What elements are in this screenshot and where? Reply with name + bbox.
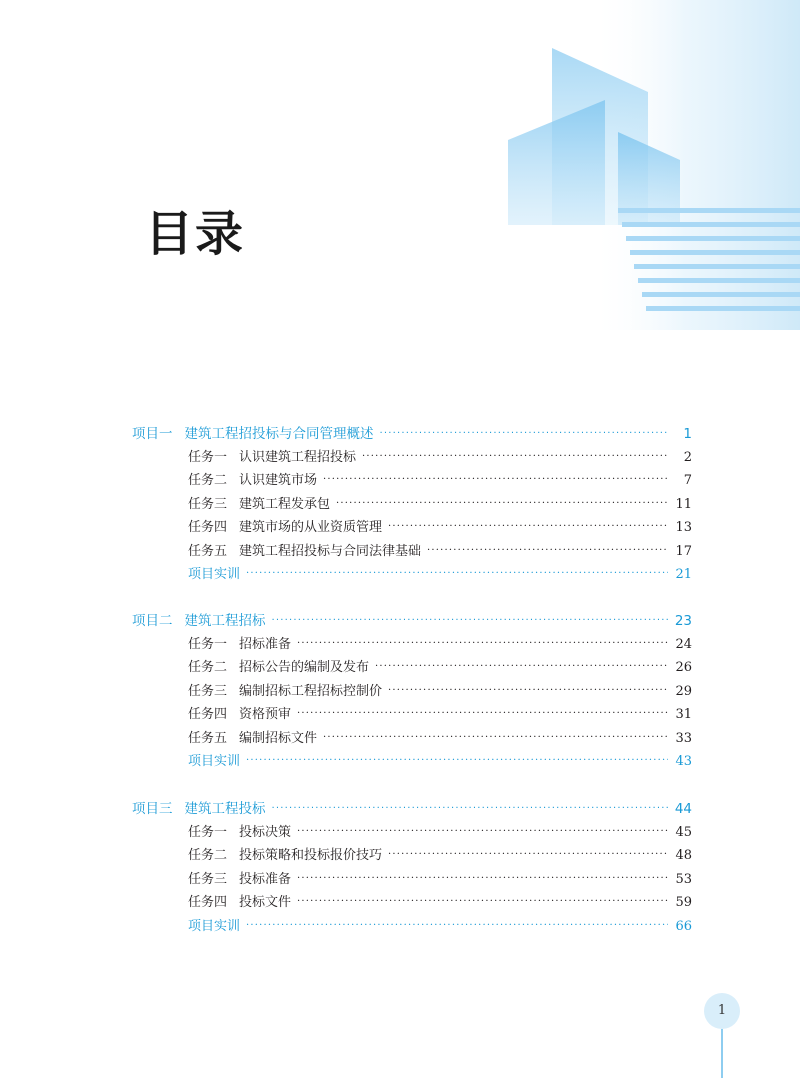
dot-leader xyxy=(323,470,668,490)
entry-title: 编制招标工程招标控制价 xyxy=(239,683,383,699)
entry-number: 项目一 xyxy=(132,426,173,442)
toc-project-entry[interactable] xyxy=(132,799,692,819)
entry-label xyxy=(188,542,421,562)
page-title: 目录 xyxy=(145,206,246,262)
toc-training-entry[interactable] xyxy=(188,752,692,772)
toc-task-entry[interactable] xyxy=(188,658,692,678)
building-graphic xyxy=(0,0,800,330)
toc-task-entry[interactable] xyxy=(188,518,692,538)
entry-page-number: 11 xyxy=(675,496,692,512)
toc-task-entry[interactable] xyxy=(188,705,692,725)
entry-page-number: 29 xyxy=(675,683,692,699)
entry-label xyxy=(132,424,374,444)
toc-task-entry[interactable] xyxy=(188,542,692,562)
entry-page-number: 23 xyxy=(674,613,692,629)
entry-number: 任务五 xyxy=(188,730,228,746)
entry-number: 任务五 xyxy=(188,543,228,559)
toc-task-entry[interactable] xyxy=(188,448,692,468)
toc-task-entry[interactable] xyxy=(188,870,692,890)
entry-number: 任务三 xyxy=(188,683,228,699)
dot-leader xyxy=(388,681,668,701)
entry-label xyxy=(188,471,317,491)
entry-label xyxy=(188,448,356,468)
entry-number: 任务三 xyxy=(188,871,228,887)
entry-page-number: 44 xyxy=(674,801,692,817)
dot-leader xyxy=(297,822,668,842)
entry-title: 建筑工程招投标与合同管理概述 xyxy=(184,426,374,442)
entry-page-number: 45 xyxy=(675,824,692,840)
entry-page-number: 2 xyxy=(683,449,692,465)
entry-page-number: 66 xyxy=(675,918,692,934)
toc-project-entry[interactable] xyxy=(132,611,692,631)
entry-label xyxy=(188,635,291,655)
dot-leader xyxy=(297,704,668,724)
entry-label xyxy=(188,729,317,749)
dot-leader xyxy=(297,634,668,654)
entry-label xyxy=(188,823,291,843)
entry-number: 任务二 xyxy=(188,473,228,488)
entry-title: 建筑工程招投标与合同法律基础 xyxy=(239,543,422,559)
entry-title: 投标准备 xyxy=(239,871,292,887)
dot-leader xyxy=(246,916,668,936)
entry-label xyxy=(188,518,382,538)
toc-task-entry[interactable] xyxy=(188,682,692,702)
dot-leader xyxy=(297,869,668,889)
toc-task-entry[interactable] xyxy=(188,729,692,749)
entry-page-number: 33 xyxy=(675,730,692,746)
toc-task-entry[interactable] xyxy=(188,823,692,843)
page-number-line xyxy=(721,1029,723,1078)
dot-leader xyxy=(388,845,668,865)
dot-leader xyxy=(246,564,668,584)
entry-number: 任务一 xyxy=(188,449,228,465)
dot-leader xyxy=(375,657,668,677)
entry-label xyxy=(188,565,240,585)
entry-title: 招标准备 xyxy=(239,636,292,652)
toc-task-entry[interactable] xyxy=(188,495,692,515)
dot-leader xyxy=(388,517,668,537)
entry-title: 投标文件 xyxy=(239,895,292,910)
entry-label xyxy=(188,893,291,913)
entry-label xyxy=(132,799,266,819)
page-number: 1 xyxy=(704,993,740,1029)
entry-number: 任务二 xyxy=(188,660,228,675)
dot-leader xyxy=(336,494,668,514)
entry-title: 认识建筑工程招投标 xyxy=(239,449,357,465)
dot-leader xyxy=(246,751,668,771)
entry-title: 建筑市场的从业资质管理 xyxy=(239,520,383,535)
entry-title: 资格预审 xyxy=(239,707,292,722)
entry-number: 项目三 xyxy=(132,801,173,817)
entry-label xyxy=(188,705,291,725)
entry-page-number: 26 xyxy=(675,660,692,675)
toc-training-entry[interactable] xyxy=(188,917,692,937)
entry-label xyxy=(188,658,369,678)
entry-label xyxy=(132,611,266,631)
entry-label xyxy=(188,870,291,890)
entry-page-number: 31 xyxy=(675,707,692,722)
entry-page-number: 1 xyxy=(683,426,692,442)
entry-title: 认识建筑市场 xyxy=(239,473,318,488)
entry-label xyxy=(188,495,330,515)
entry-label xyxy=(188,917,240,937)
entry-label xyxy=(188,752,240,772)
entry-label xyxy=(188,682,382,702)
dot-leader xyxy=(427,541,668,561)
entry-title: 项目实训 xyxy=(188,754,241,769)
entry-page-number: 24 xyxy=(675,636,692,652)
toc-task-entry[interactable] xyxy=(188,471,692,491)
entry-number: 任务一 xyxy=(188,824,228,840)
entry-page-number: 17 xyxy=(675,543,692,559)
entry-page-number: 21 xyxy=(675,567,692,582)
entry-title: 建筑工程招标 xyxy=(184,613,266,629)
entry-title: 项目实训 xyxy=(188,918,241,934)
toc-project-entry[interactable] xyxy=(132,424,692,444)
entry-page-number: 59 xyxy=(675,895,692,910)
dot-leader xyxy=(272,611,669,631)
entry-number: 任务二 xyxy=(188,848,228,863)
entry-title: 建筑工程投标 xyxy=(184,801,266,817)
toc-task-entry[interactable] xyxy=(188,846,692,866)
entry-label xyxy=(188,846,382,866)
entry-number: 项目二 xyxy=(132,613,173,629)
toc-task-entry[interactable] xyxy=(188,635,692,655)
entry-number: 任务三 xyxy=(188,496,228,512)
entry-page-number: 7 xyxy=(683,473,692,488)
dot-leader xyxy=(297,892,668,912)
toc-training-entry[interactable] xyxy=(188,565,692,585)
entry-number: 任务四 xyxy=(188,520,228,535)
dot-leader xyxy=(323,728,668,748)
entry-title: 投标决策 xyxy=(239,824,292,840)
toc-task-entry[interactable] xyxy=(188,893,692,913)
entry-page-number: 48 xyxy=(675,848,692,863)
dot-leader xyxy=(362,447,668,467)
entry-number: 任务一 xyxy=(188,636,228,652)
entry-title: 招标公告的编制及发布 xyxy=(239,660,370,675)
entry-number: 任务四 xyxy=(188,707,228,722)
entry-title: 项目实训 xyxy=(188,567,241,582)
dot-leader xyxy=(272,799,669,819)
entry-title: 编制招标文件 xyxy=(239,730,318,746)
entry-number: 任务四 xyxy=(188,895,228,910)
dot-leader xyxy=(380,424,669,444)
entry-page-number: 53 xyxy=(675,871,692,887)
entry-title: 建筑工程发承包 xyxy=(239,496,331,512)
entry-page-number: 43 xyxy=(675,754,692,769)
entry-title: 投标策略和投标报价技巧 xyxy=(239,848,383,863)
entry-page-number: 13 xyxy=(675,520,692,535)
